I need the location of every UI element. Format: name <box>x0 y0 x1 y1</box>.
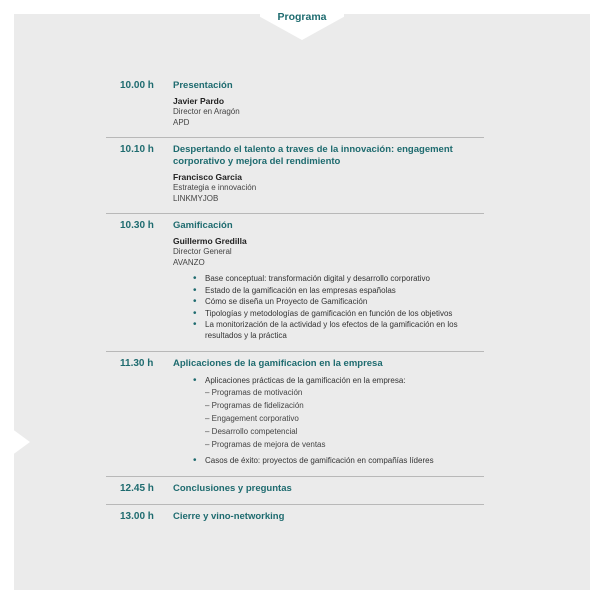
item-title: Despertando el talento a traves de la innovación: engagement corporativo y mejora del rendimiento <box>173 144 453 167</box>
schedule-item <box>106 80 484 138</box>
item-time: 10.10 h <box>120 144 154 155</box>
list-item-text: Aplicaciones prácticas de la gamificación en la empresa: <box>205 376 406 385</box>
schedule-item <box>106 144 484 214</box>
schedule-item <box>106 511 484 532</box>
schedule-item <box>106 483 484 505</box>
schedule-item <box>106 358 484 477</box>
list-item <box>193 376 484 452</box>
topic-list <box>173 376 484 466</box>
sub-item: – Programas de fidelización <box>205 400 304 410</box>
speaker-org: AVANZO <box>173 257 205 267</box>
item-title: Gamificación <box>173 220 233 231</box>
page-title: Programa <box>277 11 327 23</box>
list-item: • Casos de éxito: proyectos de gamificación en compañías líderes <box>193 456 484 467</box>
list-item: • Cómo se diseña un Proyecto de Gamificación <box>193 297 484 308</box>
item-time: 10.30 h <box>120 220 154 231</box>
sub-item: – Programas de motivación <box>205 387 303 397</box>
list-item: • Base conceptual: transformación digital y desarrollo corporativo <box>193 274 484 285</box>
sub-item: – Desarrollo competencial <box>205 427 298 437</box>
item-time: 11.30 h <box>120 358 154 369</box>
sub-list <box>205 387 484 452</box>
item-time: 12.45 h <box>120 483 154 495</box>
list-item: • Tipologías y metodologías de gamificación en función de los objetivos <box>193 309 484 320</box>
speaker-name: Francisco Garcia <box>173 172 242 182</box>
schedule-item <box>106 220 484 352</box>
topic-list <box>173 274 484 341</box>
speaker-name: Guillermo Gredilla <box>173 236 247 246</box>
list-item: • Estado de la gamificación en las empresas españolas <box>193 286 484 297</box>
speaker-role: Director General <box>173 247 232 256</box>
item-title: Cierre y vino-networking <box>173 511 285 523</box>
speaker-org: APD <box>173 117 190 127</box>
speaker-role: Estrategia e innovación <box>173 183 257 192</box>
item-title: Presentación <box>173 80 233 91</box>
item-time: 10.00 h <box>120 80 154 91</box>
sub-item: – Programas de mejora de ventas <box>205 440 326 450</box>
speaker-role: Director en Aragón <box>173 107 240 116</box>
speaker-name: Javier Pardo <box>173 96 225 106</box>
schedule <box>106 80 484 538</box>
item-title: Conclusiones y preguntas <box>173 483 292 495</box>
speaker-org: LINKMYJOB <box>173 193 219 203</box>
item-time: 13.00 h <box>120 511 154 523</box>
sub-item: – Engagement corporativo <box>205 413 299 423</box>
list-item: • La monitorización de la actividad y los efectos de la gamificación en los resultados y la práctica <box>193 320 484 341</box>
item-title: Aplicaciones de la gamificacion en la empresa <box>173 358 383 369</box>
